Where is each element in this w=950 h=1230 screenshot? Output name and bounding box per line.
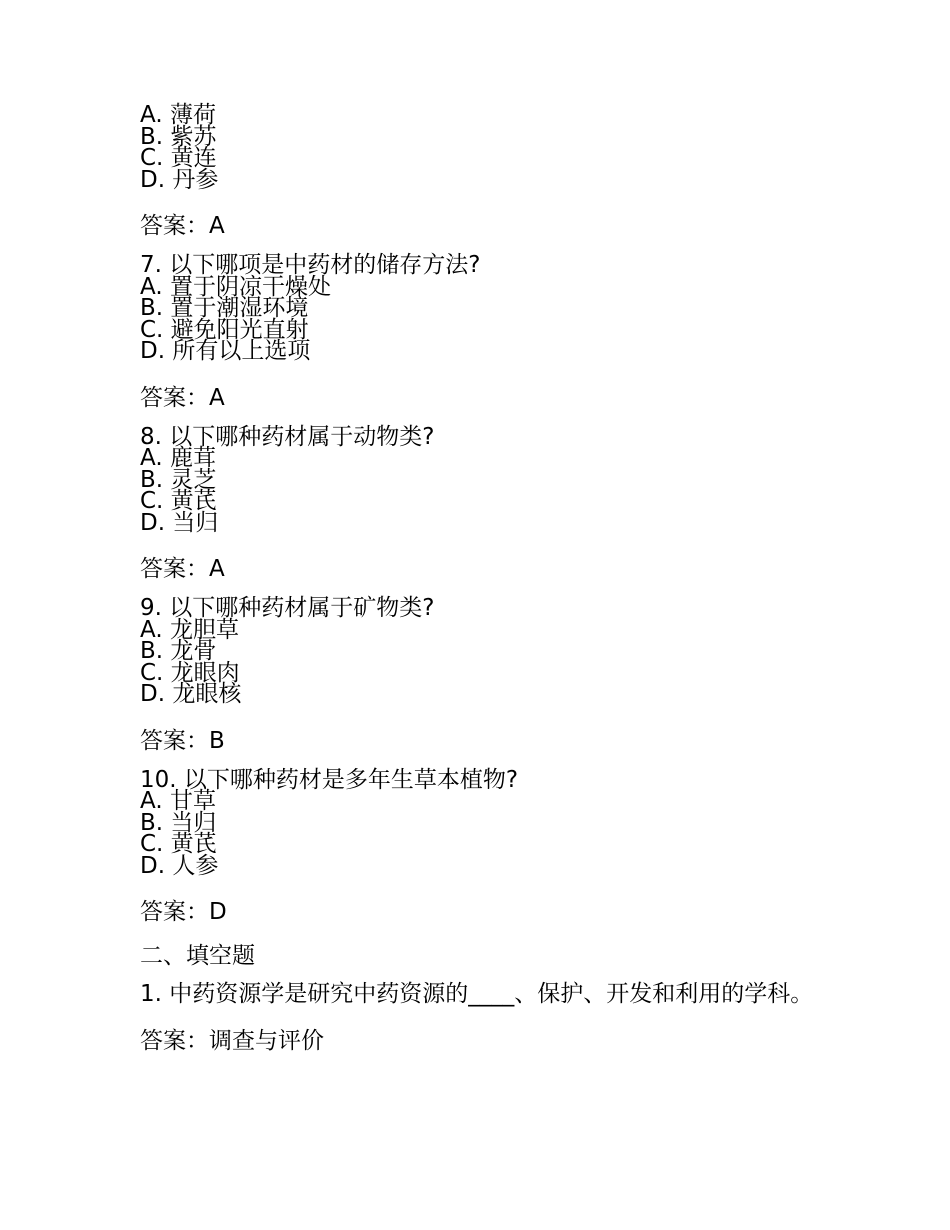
option-c: C. 黄芪 <box>140 488 217 514</box>
fill-blank-answer-1: 答案：调查与评价 <box>140 1027 324 1054</box>
option-a: A. 置于阴凉干燥处 <box>140 273 331 300</box>
option-b: B. 置于潮湿环境 <box>140 295 309 321</box>
answer-9: 答案：B <box>140 727 225 754</box>
question-text: 8. 以下哪种药材属于动物类? <box>140 423 435 450</box>
option-d: D. 丹参 <box>140 166 219 193</box>
question-text: 7. 以下哪项是中药材的储存方法? <box>140 252 481 278</box>
section-heading: 二、填空题 <box>140 943 255 969</box>
question-text: 9. 以下哪种药材属于矿物类? <box>140 595 435 621</box>
question-10 <box>140 766 830 879</box>
option-c: C. 黄连 <box>140 145 217 171</box>
option-b: B. 紫苏 <box>140 123 217 150</box>
option-a: A. 薄荷 <box>140 102 216 128</box>
answer-10: 答案：D <box>140 899 227 925</box>
option-b: B. 灵芝 <box>140 466 217 493</box>
option-d: D. 所有以上选项 <box>140 338 311 364</box>
option-c: C. 避免阳光直射 <box>140 316 309 343</box>
option-a: A. 龙胆草 <box>140 616 239 643</box>
question-8 <box>140 423 830 536</box>
document-page <box>140 102 830 1070</box>
option-d: D. 当归 <box>140 509 219 536</box>
option-b: B. 当归 <box>140 809 217 836</box>
option-a: A. 甘草 <box>140 788 216 814</box>
question-7 <box>140 252 830 364</box>
answer-6: 答案：A <box>140 213 225 239</box>
answer-7: 答案：A <box>140 384 225 411</box>
option-d: D. 人参 <box>140 852 219 879</box>
option-b: B. 龙骨 <box>140 638 217 664</box>
option-c: C. 黄芪 <box>140 831 217 857</box>
option-a: A. 鹿茸 <box>140 445 216 471</box>
answer-8: 答案：A <box>140 556 225 582</box>
option-d: D. 龙眼核 <box>140 681 242 707</box>
fill-blank-question-1: 1. 中药资源学是研究中药资源的____、保护、开发和利用的学科。 <box>140 981 814 1007</box>
question-9 <box>140 595 830 707</box>
question-6-options <box>140 102 830 193</box>
option-c: C. 龙眼肉 <box>140 659 240 686</box>
question-text: 10. 以下哪种药材是多年生草本植物? <box>140 766 519 793</box>
